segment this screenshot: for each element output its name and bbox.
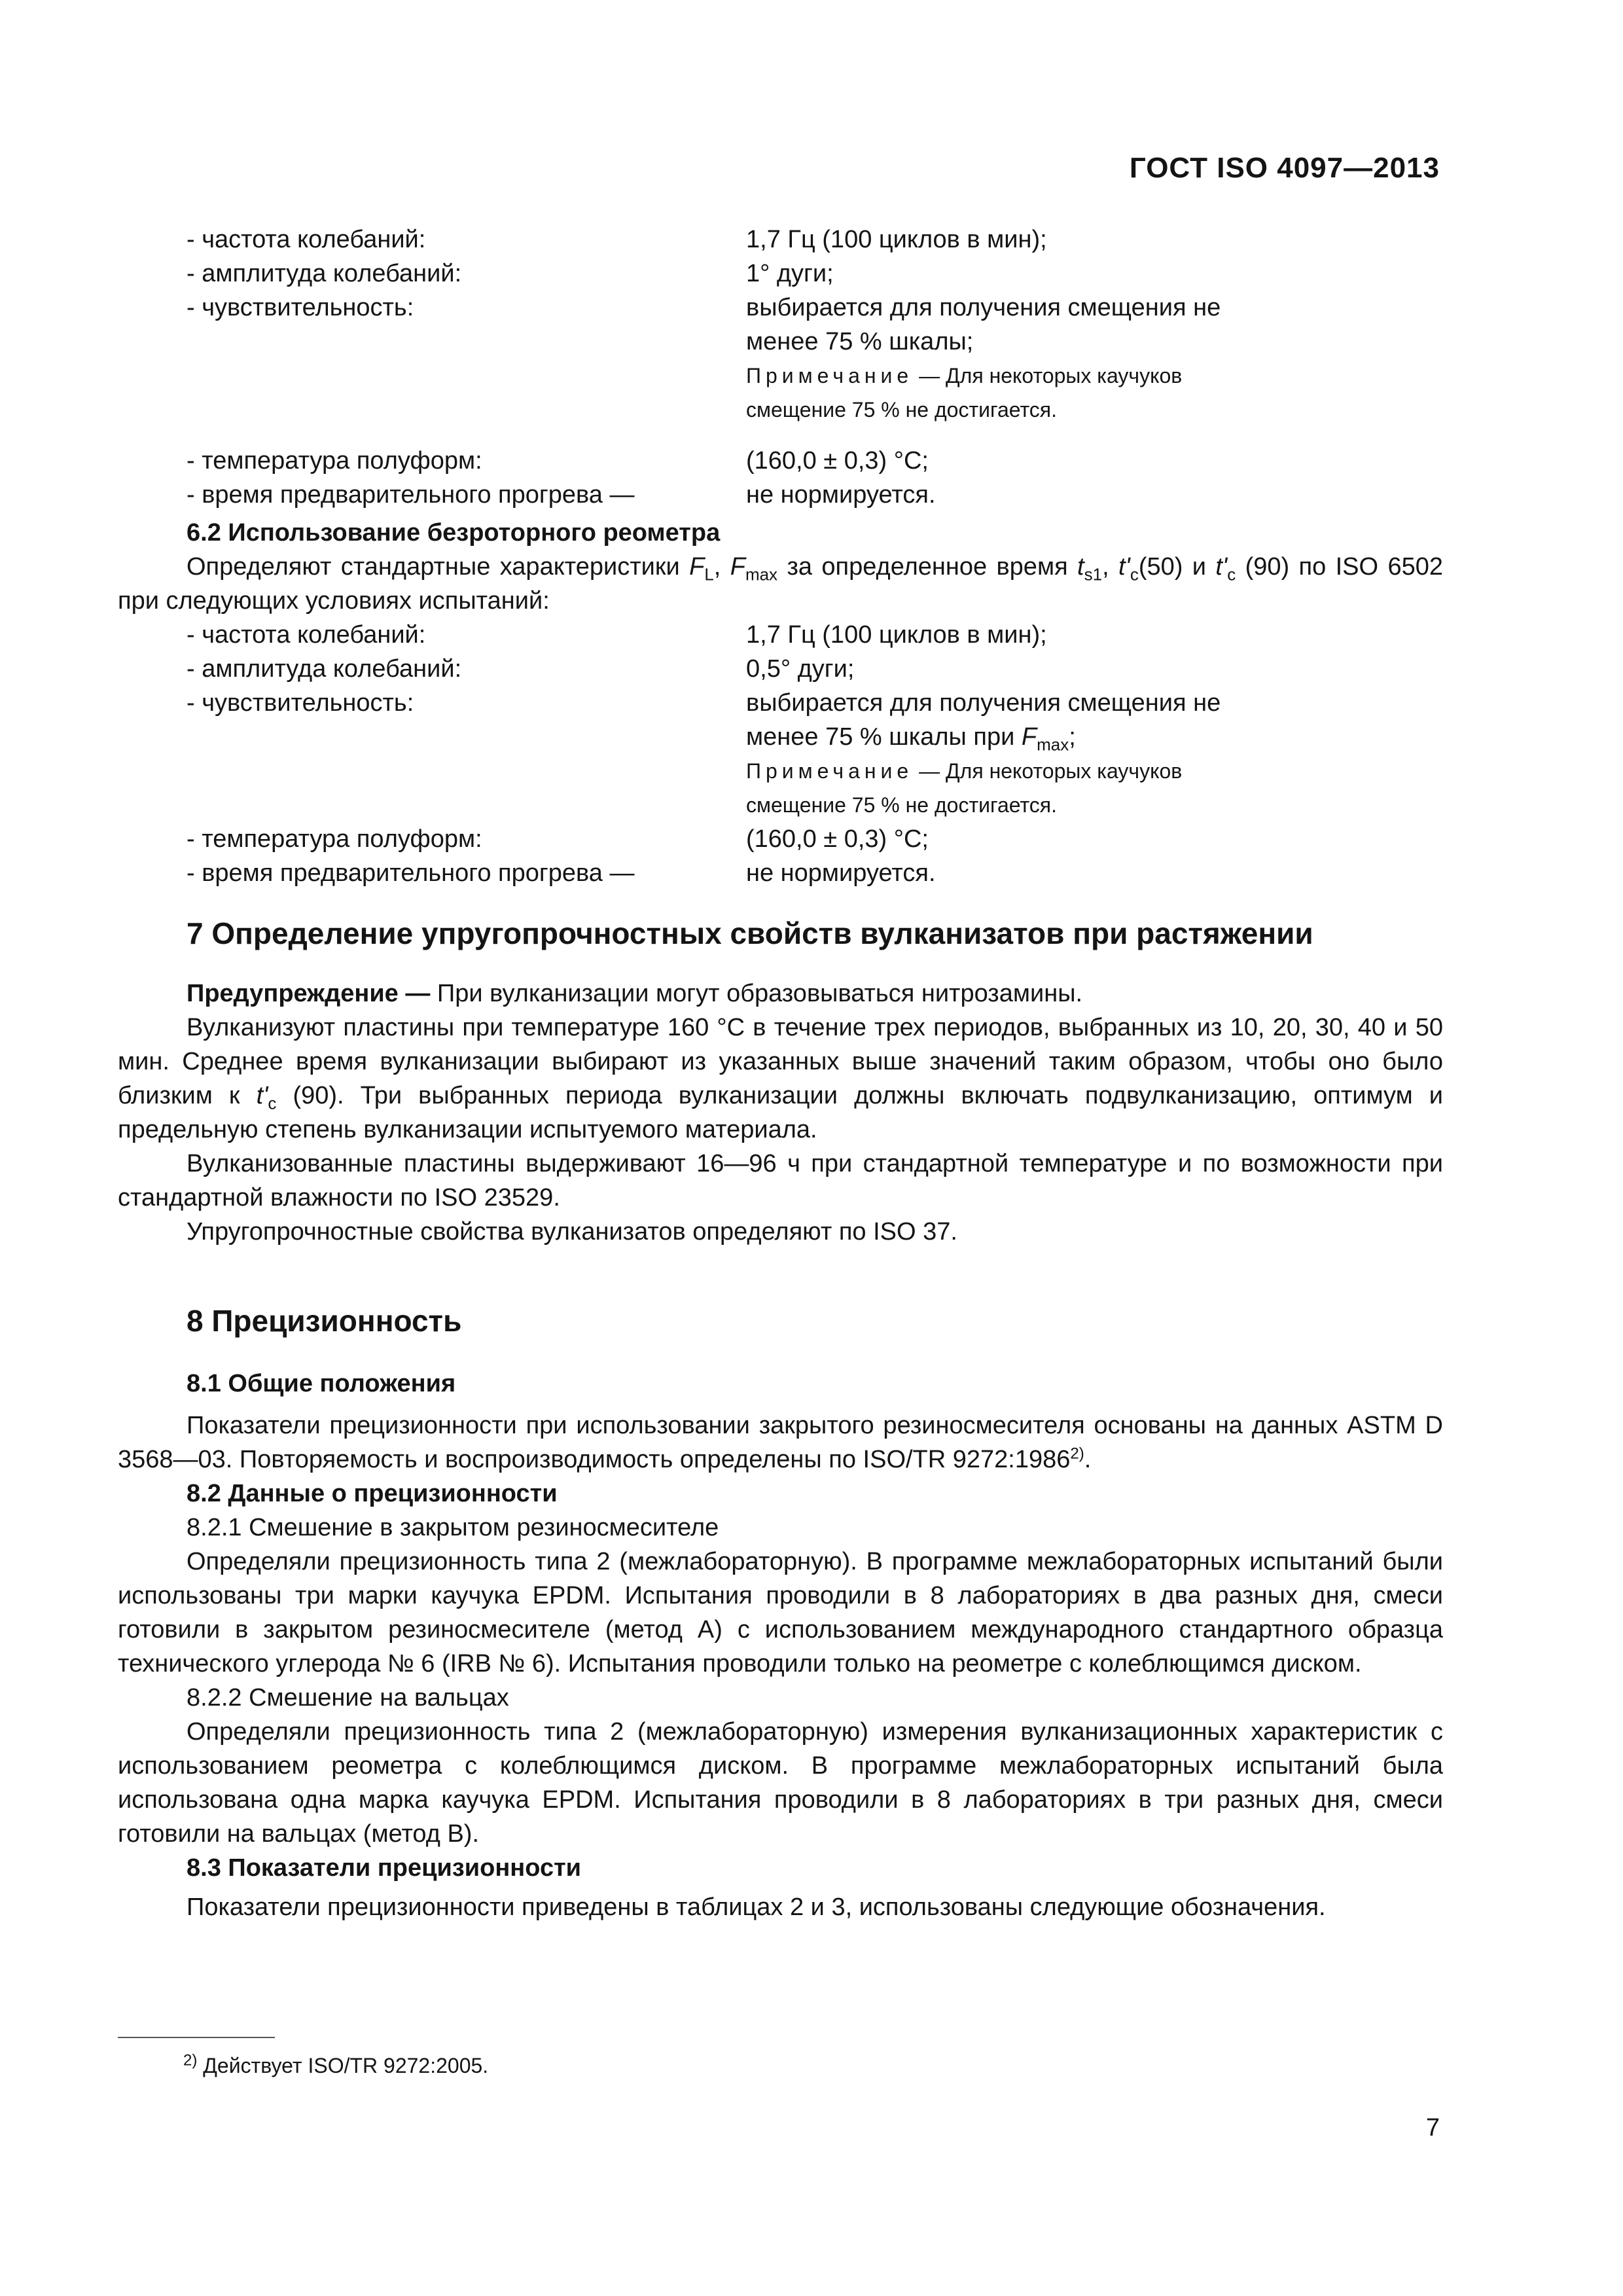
paragraph: Вулканизованные пластины выдерживают 16—96 ч при стандартной температуре и по возможности при стандартной влажности по ISO 23529. (118, 1150, 1443, 1211)
paragraph: Определяют стандартные характеристики $F_L$, $F_{max}$ за определенное время $t_{s1}$, $t'_c(50)$ и $t'_c$ (90) по ISO 6502 при следующих условиях испытаний: (118, 553, 1443, 615)
condition-label: - чувствительность: (187, 294, 414, 321)
page-number: 7 (1425, 2114, 1440, 2142)
condition-value: (160,0 ± 0,3) °C; (746, 825, 929, 853)
subsubsection-heading: 8.2.2 Смешение на вальцах (187, 1684, 509, 1712)
footnote-ref[interactable]: 2) (1070, 1444, 1084, 1463)
condition-row-continued (118, 325, 1443, 359)
condition-value: менее 75 % шкалы; (746, 328, 974, 355)
note-text: смещение 75 % не достигается. (746, 793, 1057, 817)
condition-value: 0,5° дуги; (746, 655, 855, 683)
warning-label: Предупреждение — (187, 980, 431, 1007)
section-heading: 8 Прецизионность (187, 1304, 462, 1338)
subsection-heading: 8.3 Показатели прецизионности (187, 1854, 582, 1882)
condition-label: - амплитуда колебаний: (187, 655, 462, 683)
condition-value: не нормируется. (746, 859, 936, 887)
condition-label: - время предварительного прогрева — (187, 859, 635, 887)
condition-label: - температура полуформ: (187, 825, 482, 853)
condition-label: - температура полуформ: (187, 447, 482, 475)
condition-value: 1,7 Гц (100 циклов в мин); (746, 226, 1047, 253)
condition-row (118, 291, 1443, 325)
paragraph: Определяли прецизионность типа 2 (межлабораторную) измерения вулканизационных характеристик с использованием реометра с колеблющимся диском. В программе межлабораторных испытаний была использована одна марка каучука EPDM. Испытания проводили в 8 лабораториях в три разных дня, смеси готовили на вальцах (метод В). (118, 1718, 1443, 1848)
paragraph: Определяли прецизионность типа 2 (межлабораторную). В программе межлабораторных испытаний были использованы три марки каучука EPDM. Испытания проводили в 8 лабораториях в два разных дня, смеси готовили в закрытом резиносмесителе (метод А) с использованием международного стандартного образца технического углерода № 6 (IRB № 6). Испытания проводили только на реометре с колеблющимся диском. (118, 1548, 1443, 1677)
condition-label: - частота колебаний: (187, 621, 426, 649)
condition-row (118, 618, 1443, 652)
condition-row (118, 478, 1443, 512)
condition-row (118, 822, 1443, 856)
subsection-heading: 8.1 Общие положения (187, 1370, 456, 1397)
note-text: Примечание — Для некоторых каучуков (746, 759, 1183, 783)
condition-row-continued (118, 720, 1443, 754)
condition-value: выбирается для получения смещения не (746, 689, 1221, 717)
condition-label: - амплитуда колебаний: (187, 260, 462, 287)
paragraph: Показатели прецизионности при использовании закрытого резиносмесителя основаны на данных ASTM D 3568—03. Повторяемость и воспроизводимость определены по ISO/TR 9272:1986$^{2)}$. (118, 1412, 1443, 1473)
condition-row (118, 652, 1443, 686)
note-label: Примечание (746, 364, 914, 387)
condition-value: менее 75 % шкалы при $F_{max}$; (746, 723, 1076, 755)
note-text: Примечание — Для некоторых каучуков (746, 364, 1183, 387)
note-row (118, 359, 1443, 393)
condition-value: (160,0 ± 0,3) °C; (746, 447, 929, 475)
note-row (118, 754, 1443, 788)
footnote-text: Действует ISO/TR 9272:2005. (197, 2054, 489, 2077)
condition-value: 1° дуги; (746, 260, 834, 287)
note-text: смещение 75 % не достигается. (746, 398, 1057, 422)
subsection-heading: 6.2 Использование безроторного реометра (187, 519, 721, 547)
document-body (118, 223, 1443, 1924)
footnote (183, 2051, 488, 2080)
condition-row (118, 223, 1443, 257)
paragraph: Вулканизуют пластины при температуре 160 °C в течение трех периодов, выбранных из 10, 20, 30, 40 и 50 мин. Среднее время вулканизации выбирают из указанных выше значений таким образом, чтобы оно было близким к $t'_c$ (90). Три выбранных периода вулканизации должны включать подвулканизацию, оптимум и предельную степень вулканизации испытуемого материала. (118, 1014, 1443, 1143)
condition-value: 1,7 Гц (100 циклов в мин); (746, 621, 1047, 649)
document-header: ГОСТ ISO 4097—2013 (1129, 152, 1440, 184)
condition-row (118, 444, 1443, 478)
paragraph: Показатели прецизионности приведены в таблицах 2 и 3, использованы следующие обозначения. (187, 1893, 1326, 1921)
condition-value: не нормируется. (746, 481, 936, 509)
condition-row (118, 856, 1443, 890)
warning-paragraph: Предупреждение — При вулканизации могут образовываться нитрозамины. (187, 980, 1083, 1007)
subsection-heading: 8.2 Данные о прецизионности (187, 1480, 558, 1507)
condition-label: - частота колебаний: (187, 226, 426, 253)
footnote-divider (118, 2037, 275, 2038)
condition-row (118, 257, 1443, 291)
condition-label: - время предварительного прогрева — (187, 481, 635, 509)
subsubsection-heading: 8.2.1 Смешение в закрытом резиносмесителе (187, 1514, 719, 1541)
condition-row (118, 686, 1443, 720)
footnote-mark: 2) (183, 2051, 198, 2070)
condition-label: - чувствительность: (187, 689, 414, 717)
paragraph: Упругопрочностные свойства вулканизатов определяют по ISO 37. (187, 1218, 957, 1246)
note-row (118, 788, 1443, 822)
note-label: Примечание (746, 759, 914, 783)
condition-value: выбирается для получения смещения не (746, 294, 1221, 321)
section-heading: 7 Определение упругопрочностных свойств вулканизатов при растяжении (187, 916, 1313, 950)
note-row (118, 393, 1443, 427)
